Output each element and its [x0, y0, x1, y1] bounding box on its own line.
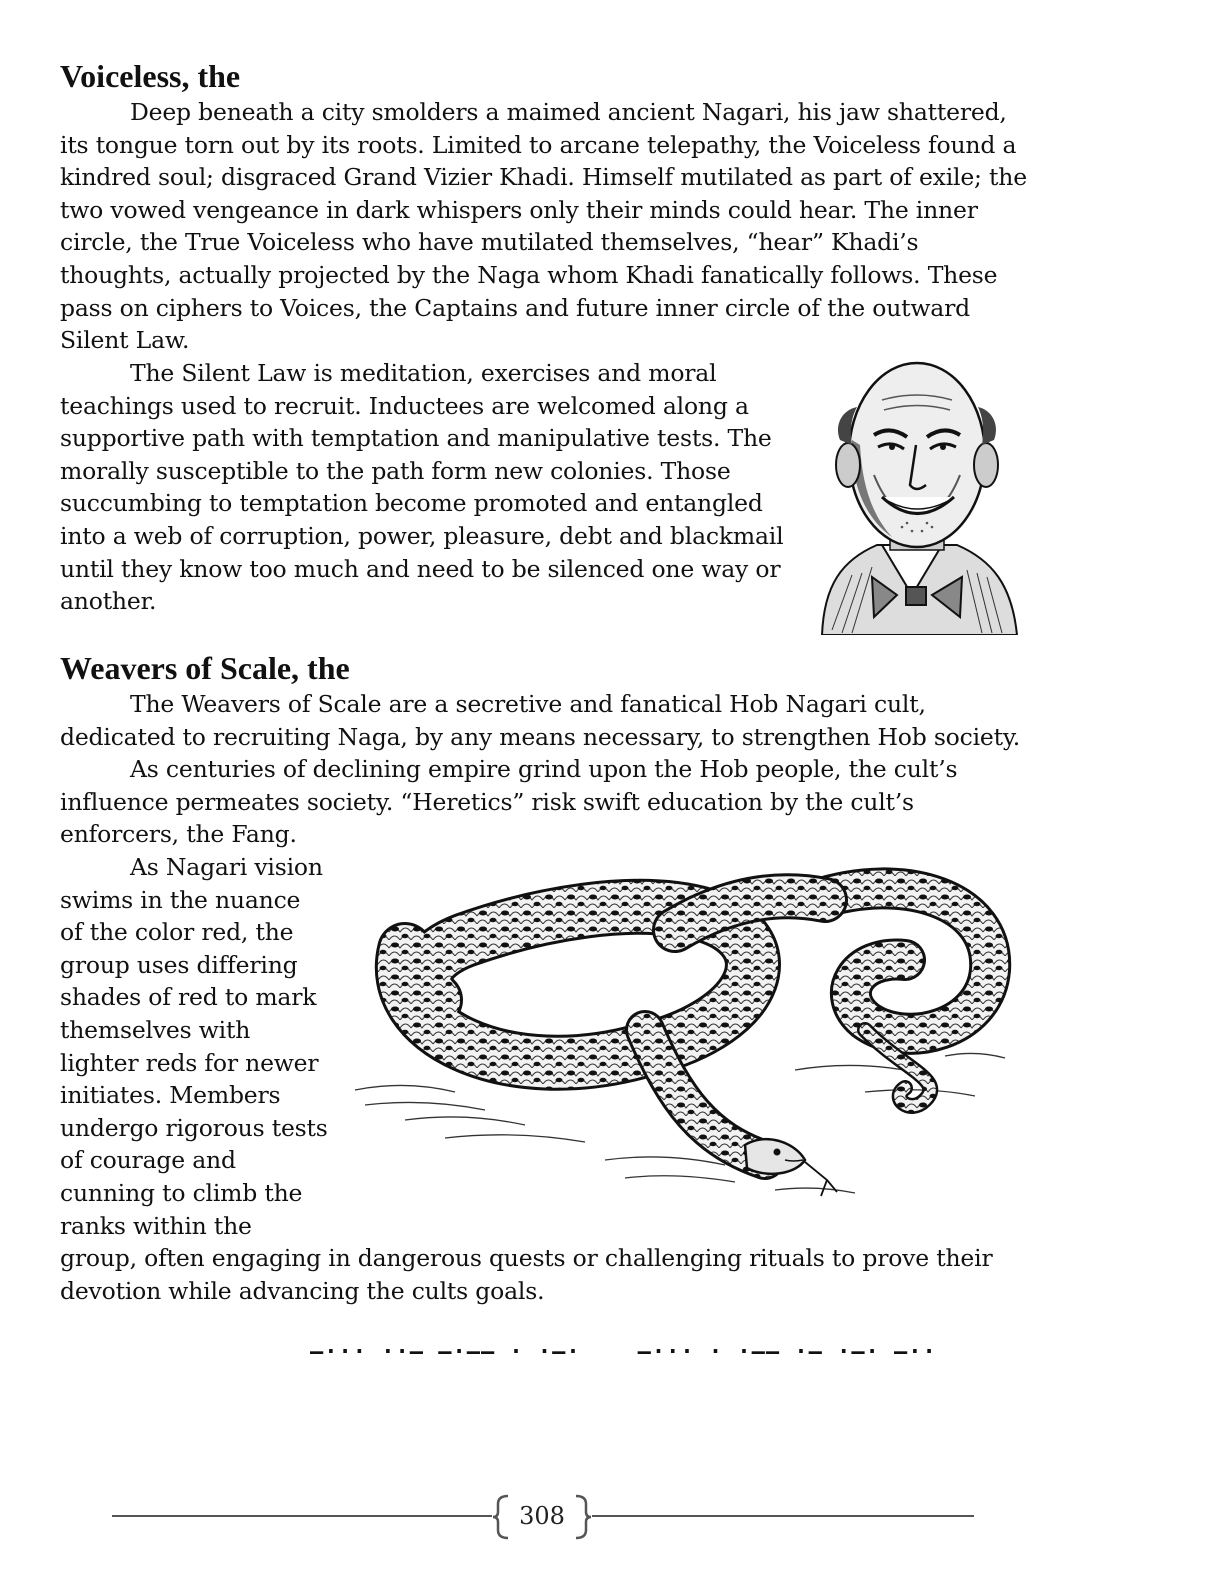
text-line: As Nagari vision: [130, 853, 323, 881]
text-line: devotion while advancing the cults goals.: [60, 1276, 545, 1305]
text-line: Deep beneath a city smolders a maimed ancient Nagari, his jaw shattered,: [130, 98, 1007, 126]
text-line: until they know too much and need to be silenced one way or: [60, 554, 781, 583]
text-line: dedicated to recruiting Naga, by any means necessary, to strengthen Hob society.: [60, 722, 1021, 751]
text-line: group uses differing: [60, 950, 298, 979]
text-line: Silent Law.: [60, 326, 190, 355]
text-line: initiates. Members: [60, 1081, 281, 1110]
snake-illustration: [345, 860, 1015, 1215]
text-line: group, often engaging in dangerous quests or challenging rituals to prove their: [60, 1244, 993, 1273]
text-line: ranks within the: [60, 1211, 252, 1240]
text-line: supportive path with temptation and manipulative tests. The: [60, 424, 772, 453]
text-line: kindred soul; disgraced Grand Vizier Khadi. Himself mutilated as part of exile; the: [60, 163, 1027, 192]
text-line: morally susceptible to the path form new colonies. Those: [60, 456, 731, 485]
weavers-paragraph-1: [60, 688, 1020, 753]
text-line: into a web of corruption, power, pleasure, debt and blackmail: [60, 521, 784, 550]
portrait-illustration: [812, 345, 1022, 635]
text-line: of courage and: [60, 1146, 236, 1175]
text-line: enforcers, the Fang.: [60, 820, 297, 849]
page-number: 308: [519, 1502, 565, 1530]
text-line: its tongue torn out by its roots. Limited to arcane telepathy, the Voiceless found a: [60, 130, 1017, 159]
text-line: The Silent Law is meditation, exercises and moral: [130, 359, 717, 387]
section-title-weavers: Weavers of Scale, the: [60, 650, 350, 686]
weavers-paragraph-2: [60, 753, 957, 851]
voiceless-paragraph-1: [60, 96, 1027, 357]
text-line: swims in the nuance: [60, 885, 301, 914]
text-line: The Weavers of Scale are a secretive and fanatical Hob Nagari cult,: [130, 690, 926, 718]
text-line: influence permeates society. “Heretics” risk swift education by the cult’s: [60, 787, 914, 816]
text-line: succumbing to temptation become promoted and entangled: [60, 489, 763, 518]
text-line: thoughts, actually projected by the Naga whom Khadi fanatically follows. These: [60, 260, 998, 289]
text-line: another.: [60, 587, 157, 616]
footer-rule-right: [592, 1515, 974, 1517]
text-line: undergo rigorous tests: [60, 1113, 328, 1142]
text-line: lighter reds for newer: [60, 1048, 319, 1077]
text-line: themselves with: [60, 1015, 251, 1044]
text-line: shades of red to mark: [60, 983, 317, 1012]
text-line: of the color red, the: [60, 918, 294, 947]
cipher-text: —··· ··— —·—— · ·—· —··· · ·—— ·— ·—· —··: [310, 1340, 937, 1365]
text-line: As centuries of declining empire grind upon the Hob people, the cult’s: [130, 755, 958, 783]
text-line: cunning to climb the: [60, 1178, 303, 1207]
text-line: circle, the True Voiceless who have mutilated themselves, “hear” Khadi’s: [60, 228, 919, 257]
text-line: teachings used to recruit. Inductees are welcomed along a: [60, 391, 749, 420]
voiceless-paragraph-2: [60, 357, 783, 618]
text-line: pass on ciphers to Voices, the Captains and future inner circle of the outward: [60, 293, 970, 322]
footer-rule-left: [112, 1515, 492, 1517]
text-line: two vowed vengeance in dark whispers only their minds could hear. The inner: [60, 195, 978, 224]
section-title-voiceless: Voiceless, the: [60, 58, 241, 94]
page-number-frame: [492, 1494, 592, 1540]
